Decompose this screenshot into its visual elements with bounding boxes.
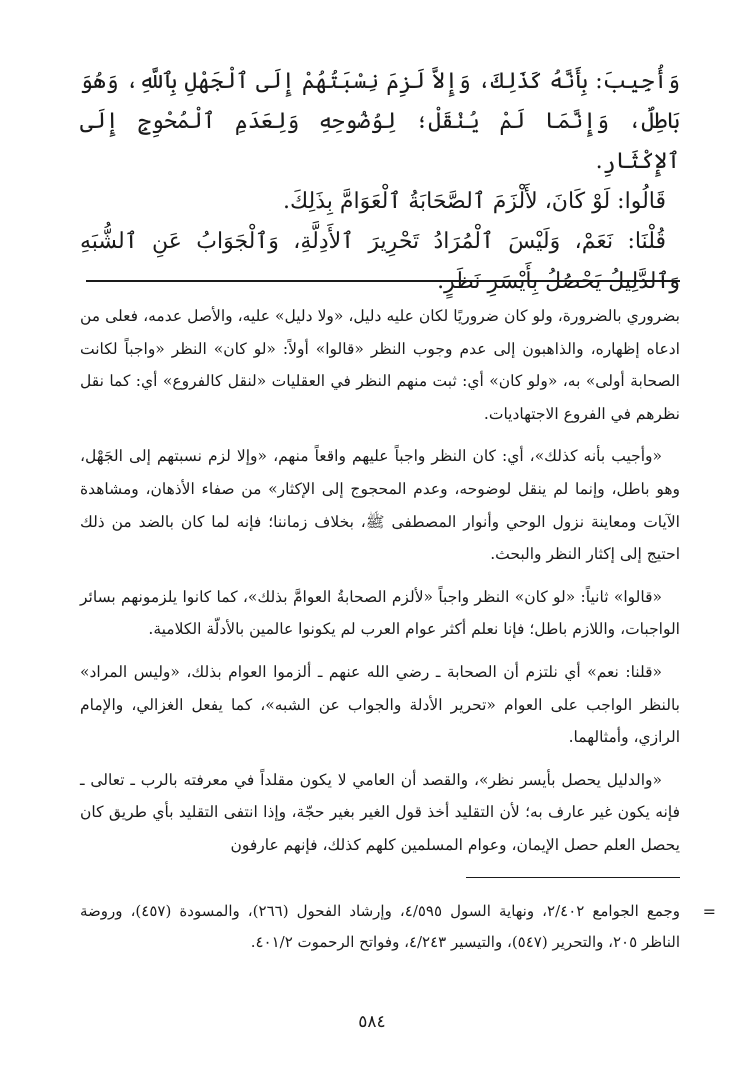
commentary-block bbox=[80, 300, 680, 872]
commentary-paragraph: «قلنا: نعم» أي نلتزم أن الصحابة ـ رضي الله عنهم ـ ألزموا العوام بذلك، «وليس المراد» بالنظر الواجب على العوام «تحرير الأدلة والجواب عن الشبه»، كما يفعل الغزالي، والإمام الرازي، وأمثالهما. bbox=[80, 662, 680, 747]
commentary-paragraph: بضروري بالضرورة، ولو كان ضروريًا لكان عليه دليل، «ولا دليل» عليه، والأصل عدمه، فعلى من ادعاه إظهاره، والذاهبون إلى عدم وجوب النظر «قالوا» أولاً: «لو كان» النظر «واجباً لكانت الصحابة أولى» به، «ولو كان» أي: ثبت منهم النظر في العقليات «لنقل كالفروع» أي: كما نقل نظرهم في الفروع الاجتهاديات. bbox=[80, 307, 680, 423]
footnote bbox=[80, 896, 716, 958]
main-text-paragraph: وَأُجِيبَ: بِأَنَّهُ كَذَلِكَ، وَإِلاَّ لَزِمَ نِسْبَتُهُمْ إِلَى ٱلْجَهْلِ بِٱللَّهِ، وَهُوَ بَاطِلٌ، وَإِنَّمَا لَمْ يُنْقَلْ؛ لِوُضُوحِهِ وَلِعَدَمِ ٱلْمُحْوِجِ إِلَى ٱلإِكْثَارِ. bbox=[80, 69, 680, 174]
footnote-continuation-marker: = bbox=[702, 902, 716, 921]
main-text-paragraph: قَالُوا: لَوْ كَانَ، لأَلْزَمَ ٱلصَّحَابَةُ ٱلْعَوَامَّ بِذَلِكَ. bbox=[283, 189, 666, 214]
main-text-separator bbox=[86, 280, 680, 282]
footnote-text: وجمع الجوامع ٢/٤٠٢، ونهاية السول ٤/٥٩٥، وإرشاد الفحول (٢٦٦)، والمسودة (٤٥٧)، وروضة الناظر ٢٠٥، والتحرير (٥٤٧)، والتيسير ٤/٢٤٣، وفواتح الرحموت ٤٠١/٢. bbox=[80, 902, 681, 951]
main-text-paragraph: قُلْنَا: نَعَمْ، وَلَيْسَ ٱلْمُرَادُ تَحْرِيرَ ٱلأَدِلَّةِ، وَٱلْجَوَابُ عَنِ ٱلشُّبَهِ وَٱلدَّلِيلُ يَحْصُلُ بِأَيْسَرِ نَظَرٍ. bbox=[80, 229, 680, 294]
main-text-block bbox=[80, 62, 680, 302]
page-number: ٥٨٤ bbox=[358, 1012, 386, 1032]
footnote-separator bbox=[466, 877, 680, 878]
commentary-paragraph: «وأجيب بأنه كذلك»، أي: كان النظر واجباً عليهم واقعاً منهم، «وإلا لزم نسبتهم إلى الجَهْل، وهو باطل، وإنما لم ينقل لوضوحه، وعدم المحجوج إلى الإكثار» من صفاء الأذهان، ومشاهدة الآيات ومعاينة نزول الوحي وأنوار المصطفى ﷺ، بخلاف زماننا؛ فإنه لما كان بالضد من ذلك احتيج إلى إكثار النظر والبحث. bbox=[80, 447, 680, 564]
commentary-paragraph: «قالوا» ثانياً: «لو كان» النظر واجباً «لألزم الصحابةُ العوامَّ بذلك»، كما كانوا يلزمونهم بسائر الواجبات، واللازم باطل؛ فإنا نعلم أكثر عوام العرب لم يكونوا عالمين بالأدلّة الكلامية. bbox=[80, 587, 680, 639]
commentary-paragraph: «والدليل يحصل بأيسر نظر»، والقصد أن العامي لا يكون مقلداً في معرفته بالرب ـ تعالى ـ فإنه يكون غير عارف به؛ لأن التقليد أخذ قول الغير بغير حجّة، وإذا انتفى التقليد بأي طريق كان يحصل العلم حصل الإيمان، وعوام المسلمين كلهم كذلك، فإنهم عارفون bbox=[80, 770, 680, 854]
